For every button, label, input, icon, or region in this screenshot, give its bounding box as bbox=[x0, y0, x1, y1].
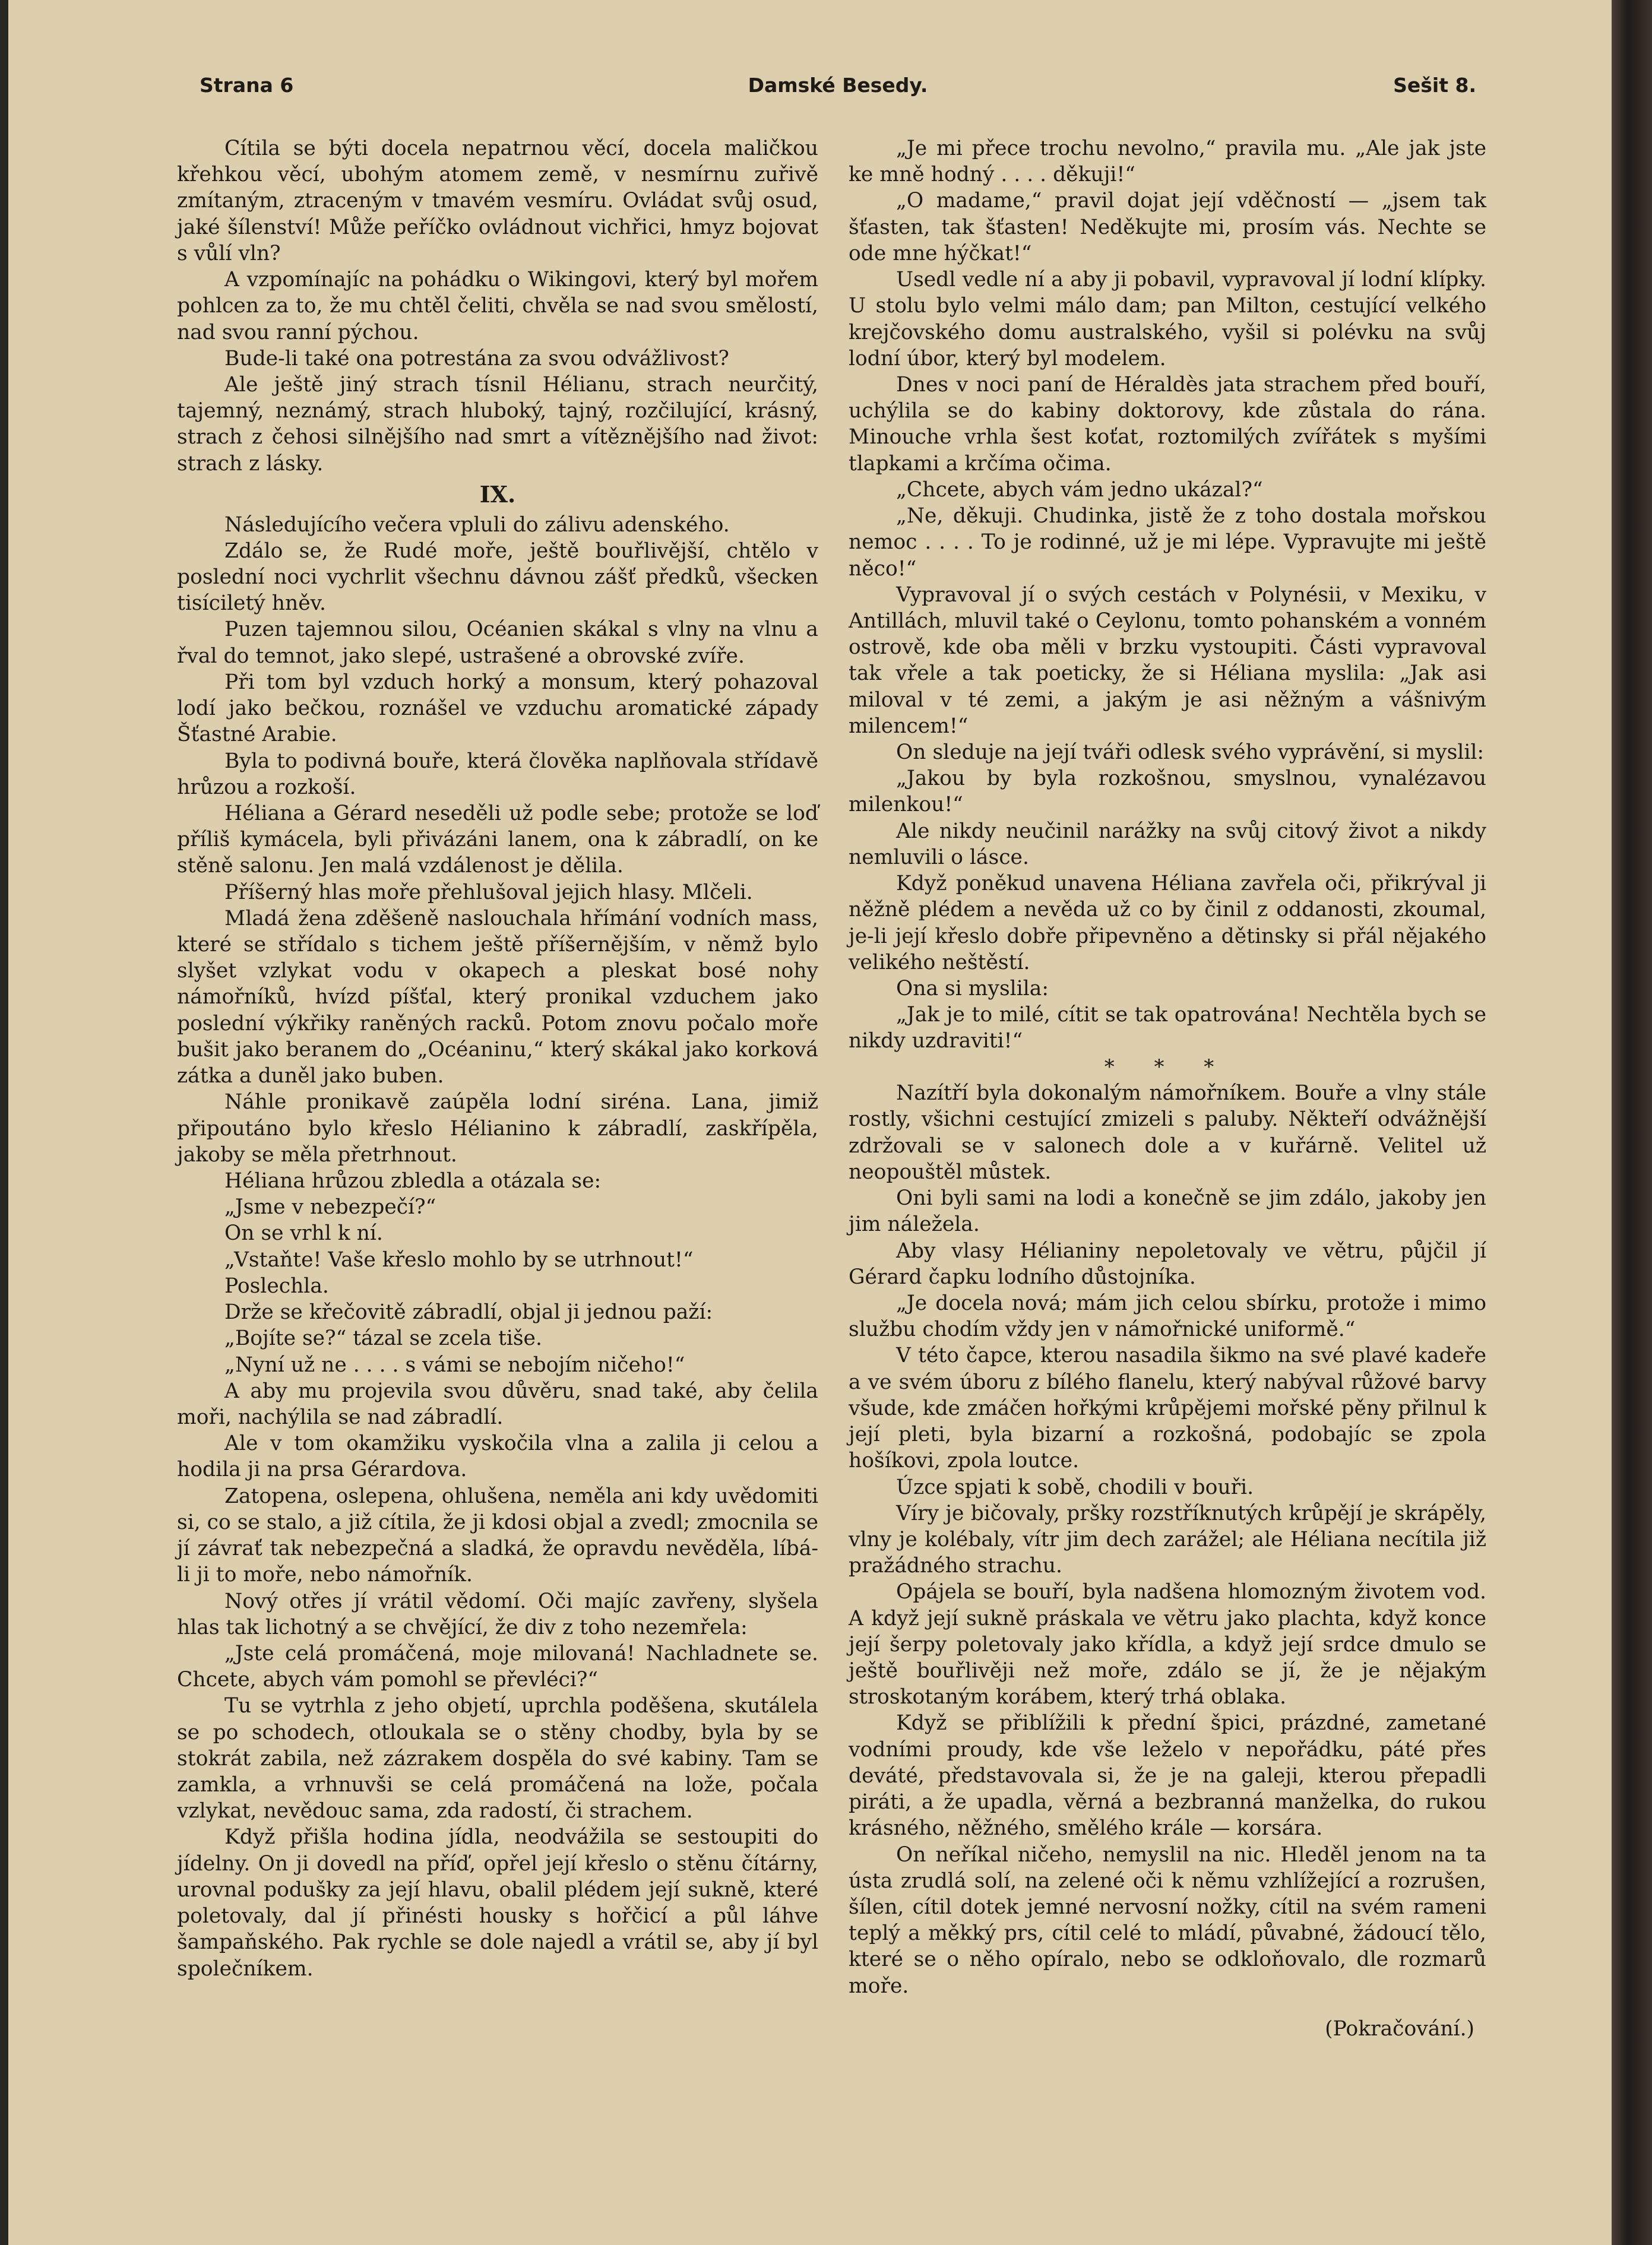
section-break: * * * bbox=[1104, 1055, 1231, 1079]
paragraph: Bude-li také ona potrestána za svou odvážlivost? bbox=[224, 346, 729, 371]
paragraph: On se vrhl k ní. bbox=[224, 1221, 383, 1246]
paragraph: A aby mu projevila svou důvěru, snad také, aby čelila moři, nachýlila se nad zábradlí. bbox=[177, 1379, 818, 1429]
paragraph: „Bojíte se?“ tázal se zcela tiše. bbox=[224, 1326, 542, 1351]
left-paragraphs-after bbox=[177, 512, 818, 1982]
right-column bbox=[849, 135, 1486, 2042]
magazine-title: Damské Besedy. bbox=[748, 74, 928, 97]
paragraph: Byla to podivná bouře, která člověka naplňovala střídavě hrůzou a rozkoší. bbox=[177, 749, 818, 799]
paragraph: „Ne, děkuji. Chudinka, jistě že z toho dostala mořskou nemoc . . . . To je rodinné, už je mi lépe. Vypravujte mi ještě něco!“ bbox=[849, 504, 1486, 581]
page-number: Strana 6 bbox=[200, 74, 294, 97]
paragraph: „Jste celá promáčená, moje milovaná! Nachladnete se. Chcete, abych vám pomohl se převléci?“ bbox=[177, 1641, 818, 1692]
paragraph: „Je docela nová; mám jich celou sbírku, protože i mimo službu chodím vždy jen v námořnické uniformě.“ bbox=[849, 1291, 1486, 1342]
page-sheet bbox=[8, 0, 1612, 2245]
paragraph: „Nyní už ne . . . . s vámi se nebojím ničeho!“ bbox=[224, 1353, 685, 1377]
paragraph: Když poněkud unavena Héliana zavřela oči, přikrýval ji něžně plédem a nevěda už co by činil z oddanosti, zkoumal, je-li její křeslo dobře připevněno a dětinsky si přál nějakého velikého neštěstí. bbox=[849, 872, 1486, 974]
paragraph: Příšerný hlas moře přehlušoval jejich hlasy. Mlčeli. bbox=[224, 880, 753, 904]
page-header bbox=[200, 74, 1476, 109]
paragraph: Nazítří byla dokonalým námořníkem. Bouře a vlny stále rostly, všichni cestující zmizeli s paluby. Někteří odvážnější zdržovali se v salonech dole a v kuřárně. Velitel už neopouštěl můstek. bbox=[849, 1081, 1486, 1184]
paragraph: Tu se vytrhla z jeho objetí, uprchla poděšena, skutálela se po schodech, otloukala se o stěny chodby, byla by se stokrát zabila, než zázrakem dospěla do své kabiny. Tam se zamkla, a vrhnuvši se celá promáčená na lože, počala vzlykat, nevědouc sama, zda radostí, či strachem. bbox=[177, 1694, 818, 1823]
paragraph: Náhle pronikavě zaúpěla lodní siréna. Lana, jimiž připoutáno bylo křeslo Hélianino k zábradlí, zaskřípěla, jakoby se měla přetrhnout. bbox=[177, 1090, 818, 1167]
continued-note: (Pokračování.) bbox=[1325, 2016, 1474, 2041]
paragraph: Vypravoval jí o svých cestách v Polynésii, v Mexiku, v Antillách, mluvil také o Ceylonu, tomto pohanském a vonném ostrově, kde oba měli v brzku vystoupiti. Části vypravoval tak vřele a tak poeticky, že si Héliana myslila: „Jak asi miloval v té zemi, a jakým je asi něžným a vášnivým milencem!“ bbox=[849, 582, 1486, 738]
paragraph: Zatopena, oslepena, ohlušena, neměla ani kdy uvědomiti si, co se stalo, a již cítila, že ji kdosi objal a zvedl; zmocnila se jí závrať tak nebezpečná a sladká, že opravdu nevěděla, líbá-li ji to moře, nebo námořník. bbox=[177, 1484, 818, 1587]
paragraph: Ona si myslila: bbox=[896, 977, 1049, 1000]
paragraph: Víry je bičovaly, pršky rozstříknutých krůpějí je skrápěly, vlny je kolébaly, vítr jim dech zarážel; ale Héliana necítila již pražádného strachu. bbox=[849, 1501, 1486, 1578]
right-paragraphs-before bbox=[849, 135, 1486, 1055]
paragraph: „Chcete, abych vám jedno ukázal?“ bbox=[896, 477, 1263, 502]
paragraph: Dnes v noci paní de Héraldès jata strachem před bouří, uchýlila se do kabiny doktorovy, kde zůstala do rána. Minouche vrhla šest koťat, roztomilých zvířátek s myšími tlapkami a krčíma očima. bbox=[849, 372, 1486, 476]
paragraph: Při tom byl vzduch horký a monsum, který pohazoval lodí jako bečkou, roznášel ve vzduchu aromatické západy Šťastné Arabie. bbox=[177, 670, 818, 747]
paragraph: Následujícího večera vpluli do zálivu adenského. bbox=[224, 512, 730, 537]
paragraph: Héliana a Gérard neseděli už podle sebe; protože se loď příliš kymácela, byli přivázáni lanem, ona k zábradlí, on ke stěně salonu. Jen malá vzdálenost je dělila. bbox=[177, 801, 818, 878]
paragraph: „O madame,“ pravil dojat její vděčností — „jsem tak šťasten, tak šťasten! Neděkujte mi, prosím vás. Nechte se ode mne hýčkat!“ bbox=[849, 189, 1486, 265]
paragraph: On sleduje na její tváři odlesk svého vyprávění, si myslil: bbox=[896, 740, 1485, 765]
paragraph: V této čapce, kterou nasadila šikmo na své plavé kadeře a ve svém úboru z bílého flanelu, který nabýval růžové barvy všude, kde zmáčen hořkými krůpějemi mořské pěny přilnul k její pleti, byla bizarní a rozkošná, podobajíc se zpola hošíkovi, zpola loutce. bbox=[849, 1344, 1486, 1473]
paragraph: Héliana hrůzou zbledla a otázala se: bbox=[224, 1169, 602, 1193]
paragraph: Když přišla hodina jídla, neodvážila se sestoupiti do jídelny. On ji dovedl na příď, opřel její křeslo o stěnu čítárny, urovnal podušky za její hlavu, obalil plédem její sukně, které poletovaly, dal jí přinésti housky s hořčicí a půl láhve šampaňského. Pak rychle se dole najedl a vrátil se, aby jí byl společníkem. bbox=[177, 1825, 818, 1981]
chapter-heading: IX. bbox=[479, 480, 516, 508]
book-binding-edge bbox=[1612, 0, 1652, 2245]
paragraph: „Vstaňte! Vaše křeslo mohlo by se utrhnout!“ bbox=[224, 1247, 694, 1272]
paragraph: Poslechla. bbox=[224, 1274, 329, 1298]
right-paragraphs-after bbox=[849, 1080, 1486, 1999]
paragraph: Zdálo se, že Rudé moře, ještě bouřlivější, chtělo v poslední noci vychrlit všechnu dávnou zášť předků, všecken tisíciletý hněv. bbox=[177, 539, 818, 616]
paragraph: „Je mi přece trochu nevolno,“ pravila mu. „Ale jak jste ke mně hodný . . . . děkuji!“ bbox=[849, 137, 1486, 187]
paragraph: Ale nikdy neučinil narážky na svůj citový život a nikdy nemluvili o lásce. bbox=[849, 819, 1486, 869]
paragraph: Usedl vedle ní a aby ji pobavil, vypravoval jí lodní klípky. U stolu bylo velmi málo dam; pan Milton, cestující velkého krejčovského domu australského, vyšil si polévku na svůj lodní úbor, který byl modelem. bbox=[849, 268, 1486, 371]
paragraph: Ale v tom okamžiku vyskočila vlna a zalila ji celou a hodila ji na prsa Gérardova. bbox=[177, 1432, 818, 1482]
paragraph: Cítila se býti docela nepatrnou věcí, docela maličkou křehkou věcí, ubohým atomem země, v nesmírnu zuřivě zmítaným, ztraceným v tmavém vesmíru. Ovládat svůj osud, jaké šílenství! Může peříčko ovládnout vichřici, hmyz bojovat s vůlí vln? bbox=[177, 137, 818, 265]
paragraph: „Jakou by byla rozkošnou, smyslnou, vynalézavou milenkou!“ bbox=[849, 767, 1486, 817]
left-column bbox=[177, 135, 818, 1982]
paragraph: „Jak je to milé, cítit se tak opatrována! Nechtěla bych se nikdy uzdraviti!“ bbox=[849, 1003, 1486, 1053]
paragraph: Ale ještě jiný strach tísnil Hélianu, strach neurčitý, tajemný, neznámý, strach hluboký, tajný, rozčilující, krásný, strach z čehosi silnějšího nad smrt a vítěznějšího nad život: strach z lásky. bbox=[177, 372, 818, 476]
paragraph: Mladá žena zděšeně naslouchala hřímání vodních mass, které se střídalo s tichem ještě příšernějším, v němž bylo slyšet vzlykat vodu v okapech a pleskat bosé nohy námořníků, hvízd píšťal, který pronikal vzduchem jako poslední výkřiky raněných racků. Potom znovu počalo moře bušit jako beranem do „Océaninu,“ který skákal jako korková zátka a duněl jako buben. bbox=[177, 906, 818, 1088]
issue-number: Sešit 8. bbox=[1393, 74, 1476, 97]
paragraph: Když se přiblížili k přední špici, prázdné, zametané vodními proudy, kde vše leželo v nepořádku, páté přes deváté, představovala si, že je na galeji, kterou přepadli piráti, a že upadla, věrná a bezbranná manželka, do rukou krásného, něžného, smělého krále — korsára. bbox=[849, 1711, 1486, 1841]
paragraph: Opájela se bouří, byla nadšena hlomozným životem vod. A když její sukně práskala ve větru jako plachta, když konce její šerpy poletovaly jako křídla, a když její srdce dmulo se ještě bouřlivěji než moře, zdálo se jí, že je nějakým stroskotaným korábem, který trhá oblaka. bbox=[849, 1580, 1486, 1709]
paragraph: Nový otřes jí vrátil vědomí. Oči majíc zavřeny, slyšela hlas tak lichotný a se chvějící, že div z toho nezemřela: bbox=[177, 1589, 818, 1639]
paragraph: A vzpomínajíc na pohádku o Wikingovi, který byl mořem pohlcen za to, že mu chtěl čeliti, chvěla se nad svou smělostí, nad svou ranní pýchou. bbox=[177, 268, 818, 344]
paragraph: Úzce spjati k sobě, chodili v bouři. bbox=[896, 1475, 1254, 1499]
paragraph: „Jsme v nebezpečí?“ bbox=[224, 1195, 436, 1220]
paragraph: Oni byli sami na lodi a konečně se jim zdálo, jakoby jen jim náležela. bbox=[849, 1186, 1486, 1237]
paragraph: On neříkal ničeho, nemyslil na nic. Hleděl jenom na ta ústa zrudlá solí, na zelené oči k němu vzhlížející a rozrušen, šílen, cítil dotek jemné nervosní nožky, cítil na svém rameni teplý a měkký prs, cítil celé to mládí, půvabné, žádoucí tělo, které se o něho opíralo, nebo se odkloňovalo, dle rozmarů moře. bbox=[849, 1842, 1486, 1998]
left-paragraphs-before bbox=[177, 135, 818, 477]
paragraph: Aby vlasy Hélianiny nepoletovaly ve větru, půjčil jí Gérard čapku lodního důstojníka. bbox=[849, 1239, 1486, 1289]
paragraph: Drže se křečovitě zábradlí, objal ji jednou paží: bbox=[224, 1300, 713, 1325]
paragraph: Puzen tajemnou silou, Océanien skákal s vlny na vlnu a řval do temnot, jako slepé, ustrašené a obrovské zvíře. bbox=[177, 618, 818, 668]
